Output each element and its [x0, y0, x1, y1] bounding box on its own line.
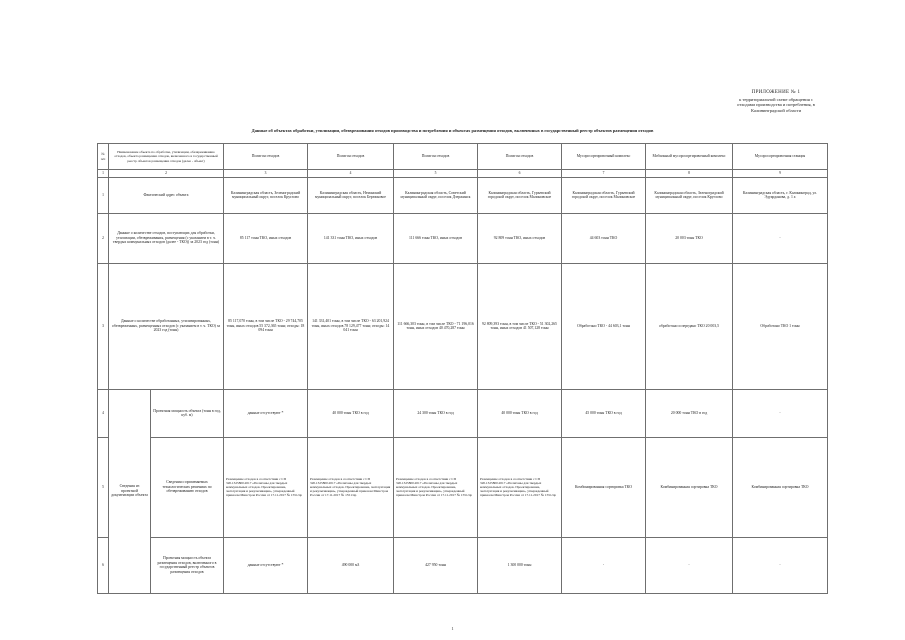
table-row — [98, 389, 828, 437]
table-cell: Обработано ТКО - 44 603,1 тонн — [562, 263, 646, 389]
table-cell: 490 000 м3 — [308, 537, 394, 593]
table-cell: Калининградская область, Гурьевский городской округ, поселок Малиновское — [478, 177, 562, 213]
table-cell: 92 809,393 тонн, в том числе ТКО - 51 302,265 тонн, иных отходов 41 507,128 тонн — [478, 263, 562, 389]
row-label: Проектная мощность объекта размещения отходов, включенного в государственный реестр объектов размещения отходов — [151, 537, 224, 593]
table-cell: 24 300 тонн ТКО в год — [394, 389, 478, 437]
index-cell: 3 — [224, 170, 308, 178]
table-cell: 111 666 тонн ТКО, иных отходов — [394, 213, 478, 263]
table-cell: 92 809 тонн ТКО, иных отходов — [478, 213, 562, 263]
table-cell: данные отсутствуют * — [224, 389, 308, 437]
table-row — [98, 263, 828, 389]
row-label: Данные о количестве обработанных, утилизированных, обезвреженных, размещенных отходов (с указанием в т. ч. ТКО) за 2023 год (тонн) — [109, 263, 224, 389]
table-cell: 111 666,303 тонн, в том числе ТКО - 71 196,016 тонн, иных отходов 40 470,287 тонн — [394, 263, 478, 389]
page-number: 1 — [451, 626, 454, 631]
appendix-line: к территориальной схеме обращения с — [739, 96, 813, 102]
row-number: 6 — [98, 537, 109, 593]
header-cell-name: Наименование объекта по обработке, утилизации, обезвреживанию отходов, объекта размещения отходов, включенного в государственный реестр объектов размещения отходов (далее - объект) — [109, 144, 224, 170]
index-cell: 2 — [109, 170, 224, 178]
table-cell: - — [562, 537, 646, 593]
table-cell: 1 300 000 тонн — [478, 537, 562, 593]
table-cell: обработано и передано ТКО 20 003,5 — [646, 263, 733, 389]
table-cell: Калининградская область, г. Калининград, ул. Эдуарданова, д. 1 а — [733, 177, 828, 213]
table-cell: Размещение отходов в соответствии с СП 320.1325800.2017 «Полигоны для твердых коммунальных отходов. Проектирование, эксплуатация и рекультивация», утвержденный приказом Минстроя России от 17.11.2017 № 1551/пр — [308, 437, 394, 537]
appendix-block — [726, 90, 826, 113]
table-cell: 141 331 тонн ТКО, иных отходов — [308, 213, 394, 263]
row-label: Сведения о применяемых технологических решениях по обезвреживанию отходов — [151, 437, 224, 537]
header-cell: Полигон отходов — [224, 144, 308, 170]
table-cell: 141 331,401 тонн, в том числе ТКО - 63 201,924 тонн, иных отходов 78 129,477 тонн; отходы: 14 041 тонн — [308, 263, 394, 389]
facilities-table — [97, 143, 828, 594]
header-cell: Мусоросортировочная станция — [733, 144, 828, 170]
table-cell: 20 003 тонн ТКО — [646, 213, 733, 263]
index-cell: 5 — [394, 170, 478, 178]
table-cell: Комбинированная сортировка ТКО — [562, 437, 646, 537]
row-label: Фактический адрес объекта — [109, 177, 224, 213]
table-cell: - — [733, 213, 828, 263]
header-cell: Полигон отходов — [478, 144, 562, 170]
header-cell: Полигон отходов — [394, 144, 478, 170]
table-cell: данные отсутствуют * — [224, 537, 308, 593]
row-number: 4 — [98, 389, 109, 437]
table-row — [98, 177, 828, 213]
table-cell: - — [646, 537, 733, 593]
table-cell: - — [733, 389, 828, 437]
header-cell: Мобильный мусоросортировочный комплекс — [646, 144, 733, 170]
table-cell: 45 000 тонн ТКО в год — [562, 389, 646, 437]
index-cell: 7 — [562, 170, 646, 178]
table-cell: 40 000 тонн ТКО в год — [478, 389, 562, 437]
header-cell-number: № п/п — [98, 144, 109, 170]
table-cell: Размещение отходов в соответствии с СП 320.1325800.2017 «Полигоны для твердых коммунальных отходов. Проектирование, эксплуатация и рекультивация», утвержденный приказом Минстроя России от 17.11.2017 № 1551/пр — [478, 437, 562, 537]
row-number: 2 — [98, 213, 109, 263]
group-label: Сведения из проектной документации объекта — [109, 389, 151, 593]
header-row — [98, 144, 828, 170]
table-row — [98, 537, 828, 593]
table-cell: Калининградская область, Зеленоградский муниципальный округ, поселок Круглово — [646, 177, 733, 213]
table-cell: Размещение отходов в соответствии с СП 320.1325800.2017 «Полигоны для твердых коммунальных отходов. Проектирование, эксплуатация и рекультивация», утвержденный приказом Минстроя России от 17.11.2017 № 1551/пр — [224, 437, 308, 537]
row-number: 1 — [98, 177, 109, 213]
table-cell: Калининградская область, Неманский муниципальный округ, поселок Бережковое — [308, 177, 394, 213]
index-cell: 4 — [308, 170, 394, 178]
document-title: Данные об объектах обработки, утилизации, обезвреживания отходов производства и потребления и объектах размещения отходов, включенных в государственный реестр объектов размещения отходов — [251, 128, 654, 133]
table-row — [98, 437, 828, 537]
index-cell: 1 — [98, 170, 109, 178]
table-cell: 44 603 тонн ТКО — [562, 213, 646, 263]
index-cell: 6 — [478, 170, 562, 178]
table-cell: - — [733, 537, 828, 593]
table-cell: 40 000 тонн ТКО в год — [308, 389, 394, 437]
index-cell: 8 — [646, 170, 733, 178]
row-number: 5 — [98, 437, 109, 537]
appendix-title: ПРИЛОЖЕНИЕ № 1 — [751, 90, 801, 95]
index-cell: 9 — [733, 170, 828, 178]
table-cell: Калининградская область, Зеленоградский муниципальный округ, поселок Круглово — [224, 177, 308, 213]
index-row — [98, 170, 828, 178]
row-label: Данные о количестве отходов, поступающих для обработки, утилизации, обезвреживания, размещения (с указанием в т. ч. твердых коммунальных отходов (далее - ТКО)) за 2023 год (тонн) — [109, 213, 224, 263]
table-cell: 427 950 тонн — [394, 537, 478, 593]
table-cell: Комбинированная сортировка ТКО — [733, 437, 828, 537]
table-cell: Размещение отходов в соответствии с СП 320.1325800.2017 «Полигоны для твердых коммунальных отходов. Проектирование, эксплуатация и рекультивация», утвержденный приказом Минстроя России от 17.11.2017 № 1551/пр — [394, 437, 478, 537]
appendix-line: Калининградской области — [750, 107, 802, 113]
table-cell: 20 000 тонн ТКО в год — [646, 389, 733, 437]
table-row — [98, 213, 828, 263]
appendix-line: отходами производства и потребления, в — [737, 102, 815, 108]
row-number: 3 — [98, 263, 109, 389]
header-cell: Полигон отходов — [308, 144, 394, 170]
table-cell: Калининградская область, Гурьевский городской округ, поселок Малиновское — [562, 177, 646, 213]
table-cell: Обработано ТКО 1 тонн — [733, 263, 828, 389]
table-cell: Калининградская область, Советский муниципальный округ, поселок Дзержинск — [394, 177, 478, 213]
table-cell: 85 117 тонн ТКО, иных отходов — [224, 213, 308, 263]
table-cell: 85 117,070 тонн, в том числе ТКО - 29 744,705 тонн, иных отходов 55 372,365 тонн; отходы: 18 094 тонн — [224, 263, 308, 389]
row-label: Проектная мощность объекта (тонн в год, куб. м) — [151, 389, 224, 437]
header-cell: Мусоросортировочный комплекс — [562, 144, 646, 170]
table-cell: Комбинированная сортировка ТКО — [646, 437, 733, 537]
